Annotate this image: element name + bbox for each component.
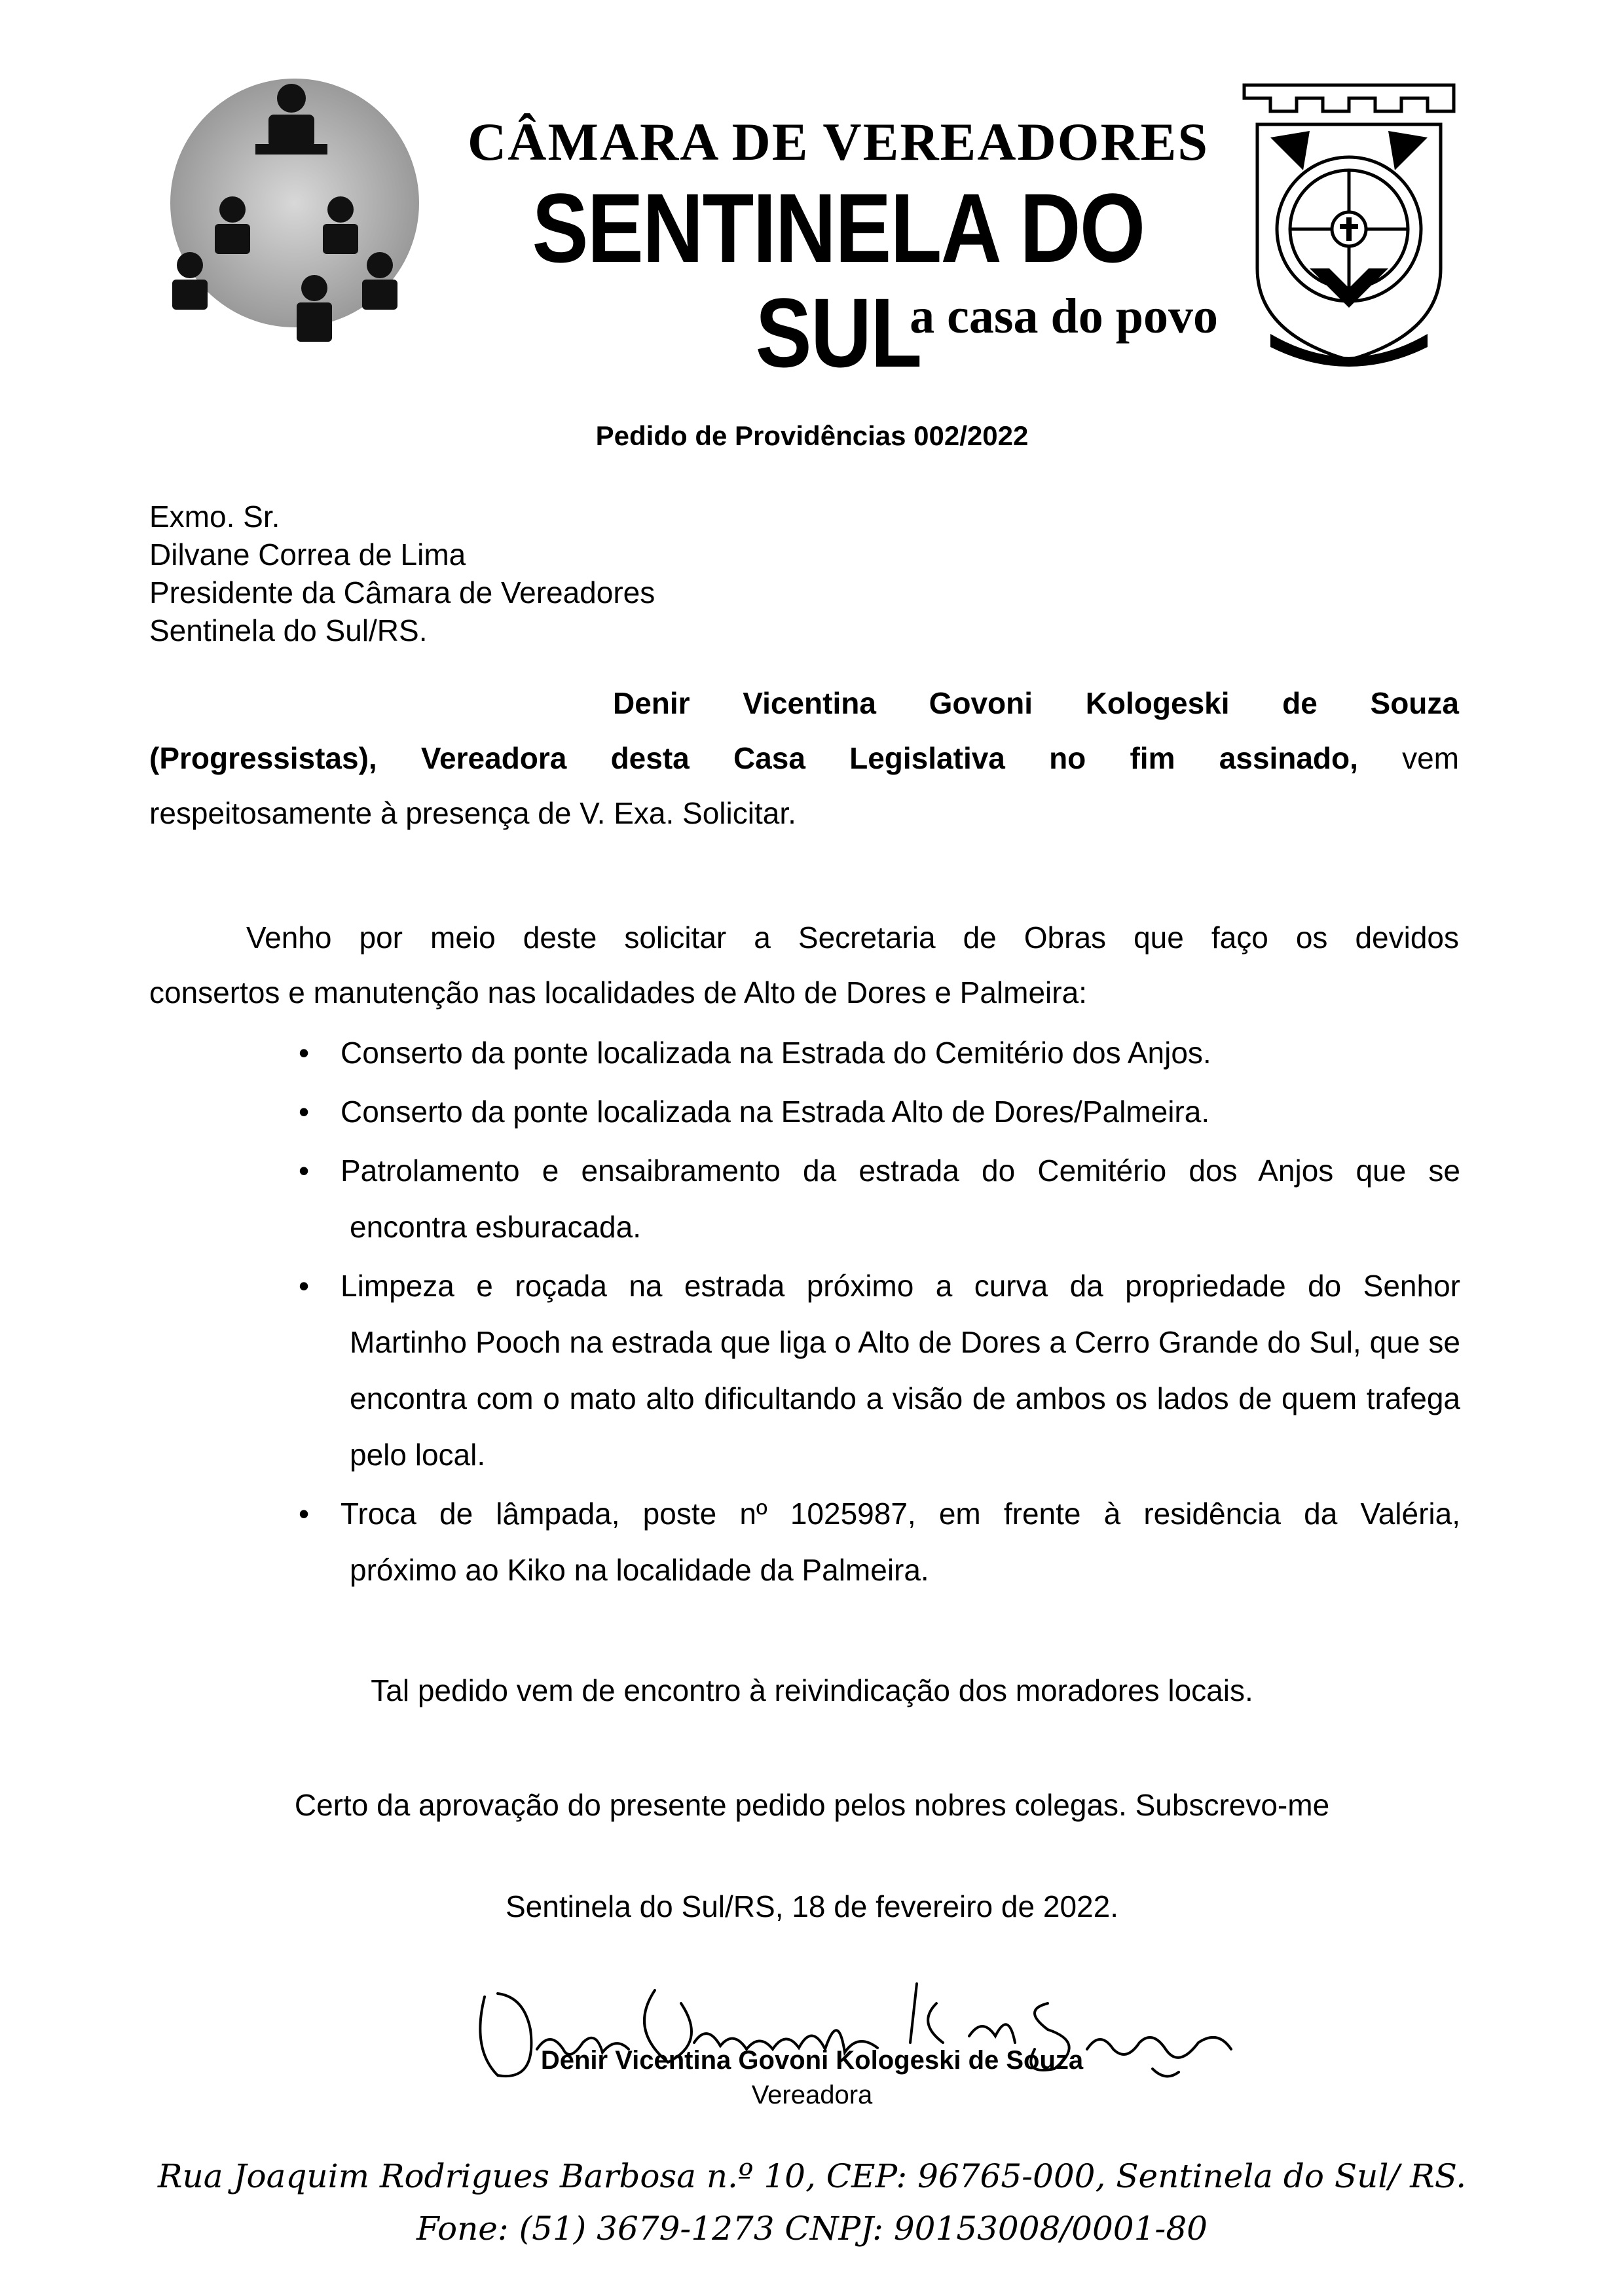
list-item-continuation: encontra esburacada.: [350, 1210, 641, 1244]
list-item: [288, 1485, 1460, 1598]
header-slogan: a casa do povo: [910, 289, 1218, 344]
list-item: [288, 1084, 1460, 1140]
request-line-1: Venho por meio deste solicitar a Secretaria de Obras que faço os devidos: [246, 920, 1459, 955]
footer-contact: Fone: (51) 3679-1273 CNPJ: 90153008/0001-80: [416, 2210, 1208, 2248]
list-item-text: Conserto da ponte localizada na Estrada Alto de Dores/Palmeira.: [341, 1095, 1210, 1129]
list-item-text: Conserto da ponte localizada na Estrada do Cemitério dos Anjos.: [341, 1036, 1211, 1070]
closing-line-2: Certo da aprovação do presente pedido pelos nobres colegas. Subscrevo-me: [294, 1788, 1330, 1822]
intro-paragraph: [149, 676, 1459, 841]
list-item-continuation: Martinho Pooch na estrada que liga o Alto de Dores a Cerro Grande do Sul, que se encontra com o mato alto dificultando a visão de ambos os lados de quem trafega pelo local.: [350, 1325, 1460, 1472]
request-paragraph: [149, 910, 1459, 1020]
list-item: [288, 1258, 1460, 1483]
signatory-role: Vereadora: [751, 2081, 873, 2109]
closing-line-1: Tal pedido vem de encontro à reivindicação dos moradores locais.: [371, 1673, 1253, 1707]
addressee-line: Presidente da Câmara de Vereadores: [149, 575, 655, 610]
addressee-block: [149, 498, 655, 649]
coat-of-arms-emblem: [1231, 72, 1467, 380]
intro-line-2: [149, 731, 1459, 786]
request-items-list: [288, 1025, 1460, 1601]
intro-rest-line: respeitosamente à presença de V. Exa. Solicitar.: [149, 796, 796, 830]
list-item-text: • Troca de lâmpada, poste nº 1025987, em frente à residência da Valéria,: [341, 1497, 1460, 1531]
request-line-2: consertos e manutenção nas localidades de Alto de Dores e Palmeira:: [149, 975, 1087, 1010]
date-line: Sentinela do Sul/RS, 18 de fevereiro de 2022.: [506, 1889, 1118, 1923]
footer-address: Rua Joaquim Rodrigues Barbosa n.º 10, CEP: 96765-000, Sentinela do Sul/ RS.: [157, 2157, 1467, 2195]
addressee-line: Sentinela do Sul/RS.: [149, 613, 428, 647]
signatory-name: Denir Vicentina Govoni Kologeski de Souza: [540, 2046, 1084, 2075]
council-people-logo: [157, 79, 432, 354]
header-title-line2: SENTINELA DO SUL: [532, 173, 1145, 388]
header-title-line1: CÂMARA DE VEREADORES: [468, 112, 1209, 172]
list-item: [288, 1142, 1460, 1255]
intro-name-line: Denir Vicentina Govoni Kologeski de Souza: [613, 686, 1459, 720]
list-item-continuation: próximo ao Kiko na localidade da Palmeira.: [350, 1553, 929, 1587]
intro-bold-continuation: (Progressistas), Vereadora desta Casa Legislativa no fim assinado,: [149, 741, 1358, 775]
intro-rest-inline: vem: [1357, 741, 1459, 775]
list-item-text: • Limpeza e roçada na estrada próximo a curva da propriedade do Senhor: [341, 1269, 1460, 1303]
list-item-text: • Patrolamento e ensaibramento da estrada do Cemitério dos Anjos que se: [341, 1154, 1460, 1188]
list-item: [288, 1025, 1460, 1081]
document-title: Pedido de Providências 002/2022: [595, 420, 1029, 451]
addressee-line: Exmo. Sr.: [149, 500, 280, 534]
addressee-line: Dilvane Correa de Lima: [149, 538, 466, 572]
